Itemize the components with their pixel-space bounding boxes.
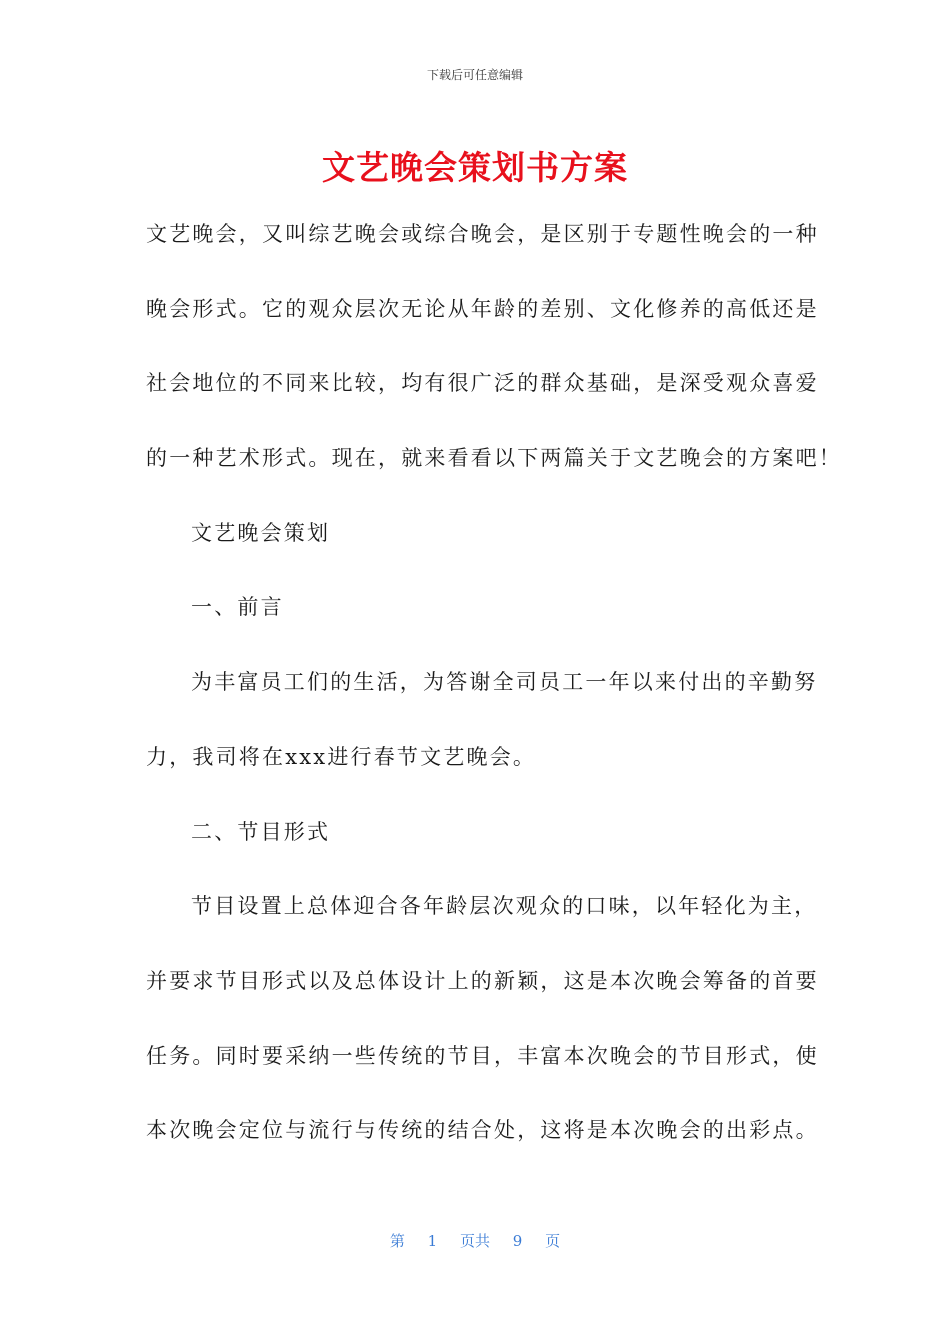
paragraph-line: 的一种艺术形式。现在，就来看看以下两篇关于文艺晚会的方案吧！ (146, 446, 842, 471)
page-footer (0, 1230, 950, 1251)
section-heading: 一、前言 (191, 595, 284, 620)
paragraph-line: 节目设置上总体迎合各年龄层次观众的口味，以年轻化为主， (191, 894, 818, 919)
page-middle: 页共 (459, 1232, 490, 1250)
paragraph-line: 为丰富员工们的生活，为答谢全司员工一年以来付出的辛勤努 (191, 670, 818, 695)
document-body (146, 197, 842, 1168)
paragraph-line: 社会地位的不同来比较，均有很广泛的群众基础，是深受观众喜爱 (146, 371, 819, 396)
section-heading: 文艺晚会策划 (191, 520, 331, 545)
header-note: 下载后可任意编辑 (426, 68, 523, 82)
paragraph-line: 任务。同时要采纳一些传统的节目，丰富本次晚会的节目形式，使 (146, 1043, 819, 1068)
paragraph-line: 并要求节目形式以及总体设计上的新颖，这是本次晚会筹备的首要 (146, 968, 819, 993)
paragraph-line: 本次晚会定位与流行与传统的结合处，这将是本次晚会的出彩点。 (146, 1118, 819, 1143)
section-heading: 二、节目形式 (191, 819, 331, 844)
document-title: 文艺晚会策划书方案 (322, 148, 628, 187)
page-suffix: 页 (545, 1232, 561, 1250)
paragraph-line: 文艺晚会，又叫综艺晚会或综合晚会，是区别于专题性晚会的一种 (146, 222, 819, 246)
paragraph-line: 晚会形式。它的观众层次无论从年龄的差别、文化修养的高低还是 (146, 296, 819, 321)
current-page-number: 1 (427, 1232, 438, 1250)
paragraph-line: 力，我司将在xxx进行春节文艺晚会。 (146, 744, 537, 769)
page-prefix: 第 (389, 1232, 405, 1250)
total-pages-number: 9 (512, 1232, 523, 1250)
